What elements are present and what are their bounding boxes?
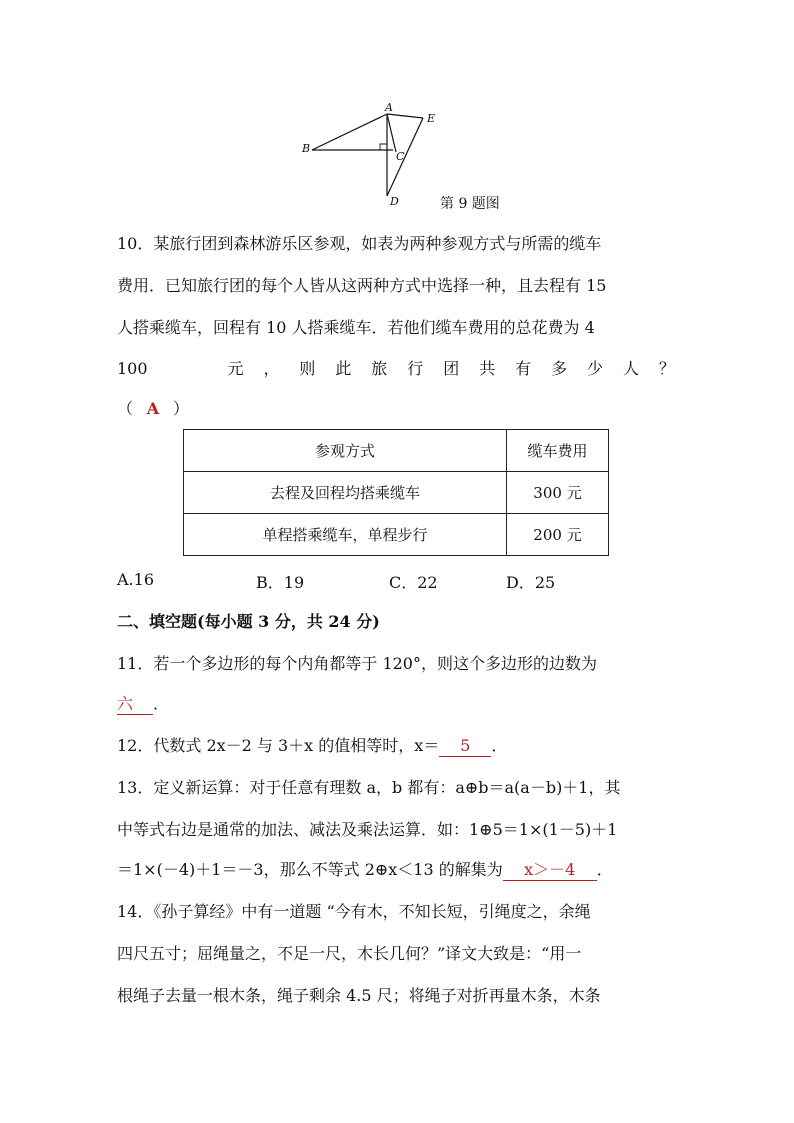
q10-line-1: 10．某旅行团到森林游乐区参观，如表为两种参观方式与所需的缆车	[117, 234, 602, 253]
point-label-d: D	[390, 195, 399, 208]
right-angle-mark	[380, 144, 387, 150]
table-row	[184, 514, 609, 556]
q11-line-1: 11．若一个多边形的每个内角都等于 120°，则这个多边形的边数为	[117, 654, 597, 673]
table-header: 缆车费用	[507, 430, 609, 472]
option-a: A.16	[117, 570, 154, 589]
q13-line-2: 中等式右边是通常的加法、减法及乘法运算．如：1⊕5＝1×(1－5)＋1	[117, 820, 618, 839]
q10-number: 100	[117, 359, 148, 378]
q13-answer: x＞－4	[503, 860, 597, 881]
q13-line-1: 13．定义新运算：对于任意有理数 a，b 都有：a⊕b＝a(a－b)＋1，其	[117, 778, 621, 797]
q12-answer: 5	[439, 736, 491, 757]
segment-ac	[387, 114, 396, 152]
q12-line: 12．代数式 2x－2 与 3＋x 的值相等时，x＝ 5 ．	[117, 736, 508, 755]
q10-line-4: 100 元 ， 则 此 旅 行 团 共 有 多 少 人 ？	[117, 359, 675, 378]
table-cell: 200 元	[507, 514, 609, 556]
q10-line-3: 人搭乘缆车，回程有 10 人搭乘缆车．若他们缆车费用的总花费为 4	[117, 318, 595, 337]
q11-answer-line: 六 ．	[117, 694, 170, 713]
geometry-figure	[295, 100, 445, 212]
option-d: D．25	[506, 573, 556, 592]
q10-line-2: 费用．已知旅行团的每个人皆从这两种方式中选择一种，且去程有 15	[117, 276, 607, 295]
point-label-a: A	[385, 101, 393, 114]
q10-answer: A	[146, 399, 160, 418]
q11-answer: 六	[117, 694, 153, 715]
table-cell: 去程及回程均搭乘缆车	[184, 472, 507, 514]
segment-ae	[387, 114, 423, 118]
segment-de	[387, 118, 423, 196]
q14-line-3: 根绳子去量一根木条，绳子剩余 4.5 尺；将绳子对折再量木条，木条	[117, 986, 601, 1005]
q14-line-1: 14．《孙子算经》中有一道题 “今有木，不知长短，引绳度之，余绳	[117, 902, 591, 921]
point-label-b: B	[302, 142, 311, 155]
q13-line-3: ＝1×(－4)＋1＝－3，那么不等式 2⊕x＜13 的解集为 x＞－4 ．	[117, 860, 613, 879]
option-c: C．22	[389, 573, 438, 592]
segment-ab	[312, 114, 387, 150]
q14-line-2: 四尺五寸；屈绳量之，不足一尺，木长几何？”译文大致是：“用一	[117, 944, 582, 963]
table-cell: 300 元	[507, 472, 609, 514]
q10-answer-line: （ A ）	[117, 399, 190, 418]
table-cell: 单程搭乘缆车，单程步行	[184, 514, 507, 556]
table-header-row	[184, 430, 609, 472]
table-row	[184, 472, 609, 514]
table-header: 参观方式	[184, 430, 507, 472]
fee-table	[183, 429, 609, 556]
figure-caption: 第 9 题图	[440, 196, 500, 212]
point-label-e: E	[427, 112, 436, 125]
option-b: B．19	[256, 573, 305, 592]
point-label-c: C	[396, 150, 405, 163]
section-title: 二、填空题(每小题 3 分，共 24 分)	[117, 612, 380, 631]
